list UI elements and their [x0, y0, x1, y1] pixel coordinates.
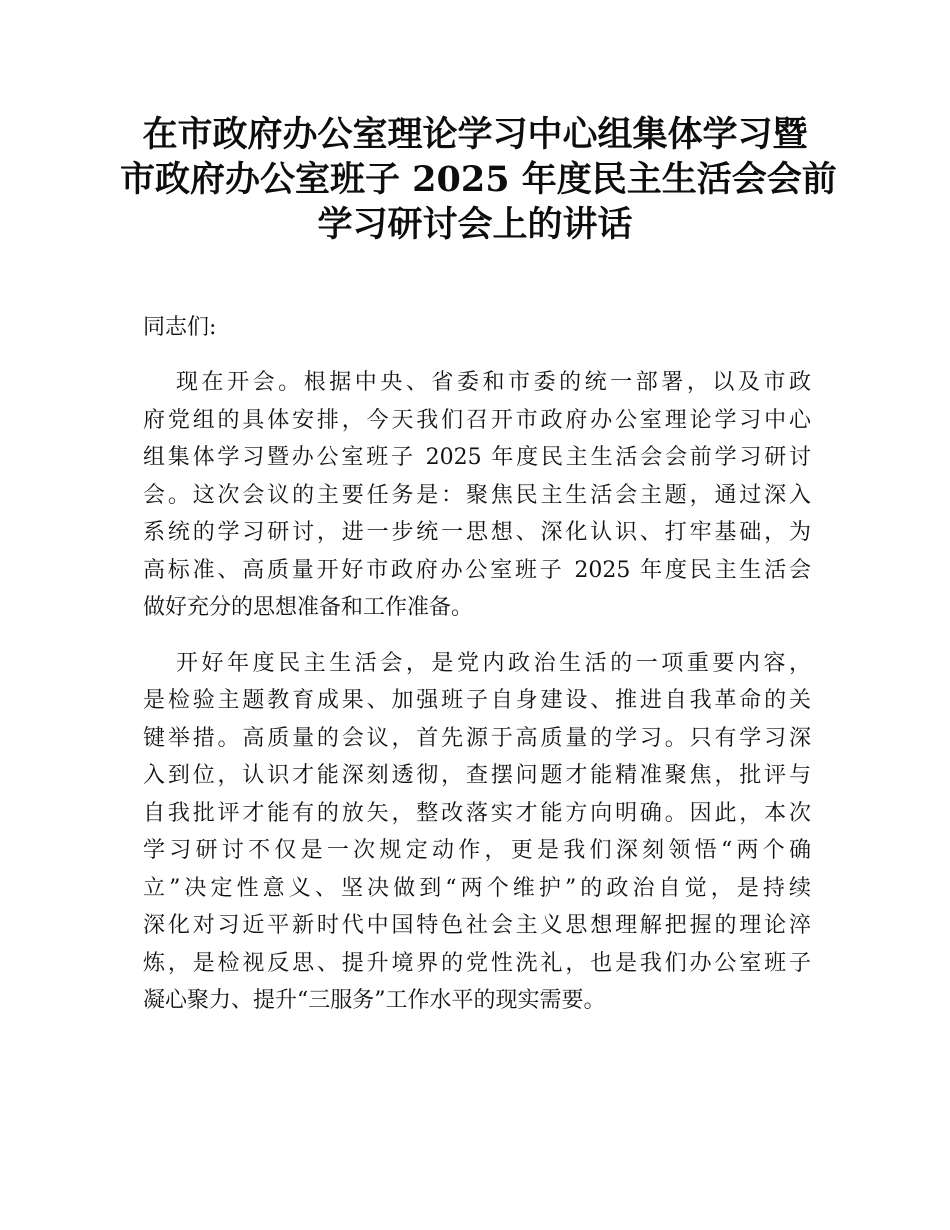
paragraph-line: 凝心聚力、提升“三服务”工作水平的现实需要。 — [143, 988, 606, 1013]
document-title — [120, 112, 837, 247]
paragraph-line: 键举措。高质量的会议，首先源于高质量的学习。只有学习深 — [143, 725, 811, 751]
paragraph-line: 做好充分的思想准备和工作准备。 — [143, 595, 474, 620]
paragraph-line: 炼，是检视反思、提升境界的党性洗礼，也是我们办公室班子 — [143, 950, 811, 976]
paragraph-line: 深化对习近平新时代中国特色社会主义思想理解把握的理论淬 — [143, 913, 811, 938]
paragraph-line: 府党组的具体安排，今天我们召开市政府办公室理论学习中心 — [143, 407, 811, 433]
title-line-3: 学习研讨会上的讲话 — [317, 204, 633, 245]
paragraph-line: 高标准、高质量开好市政府办公室班子 2025 年度民主生活会 — [143, 557, 811, 583]
paragraph-line: 是检验主题教育成果、加强班子自身建设、推进自我革命的关 — [143, 688, 811, 713]
paragraph-line: 学习研讨不仅是一次规定动作，更是我们深刻领悟“两个确 — [143, 838, 811, 863]
title-line-2: 市政府办公室班子 2025 年度民主生活会会前 — [120, 159, 837, 200]
document-body — [143, 310, 811, 1038]
paragraph-line: 入到位，认识才能深刻透彻，查摆问题才能精准聚焦，批评与 — [143, 763, 811, 788]
paragraph-line: 会。这次会议的主要任务是：聚焦民主生活会主题，通过深入 — [143, 482, 811, 508]
paragraph-line: 开好年度民主生活会，是党内政治生活的一项重要内容， — [176, 650, 811, 676]
paragraph-2 — [143, 645, 811, 1020]
paragraph-line: 系统的学习研讨，进一步统一思想、深化认识、打牢基础，为 — [143, 520, 811, 545]
salutation: 同志们: — [143, 315, 217, 340]
paragraph-line: 自我批评才能有的放矢，整改落实才能方向明确。因此，本次 — [143, 800, 811, 826]
paragraph-1 — [143, 364, 811, 627]
paragraph-line: 组集体学习暨办公室班子 2025 年度民主生活会会前学习研讨 — [143, 445, 811, 470]
paragraph-line: 现在开会。根据中央、省委和市委的统一部署，以及市政 — [176, 370, 811, 395]
title-line-1: 在市政府办公室理论学习中心组集体学习暨 — [142, 114, 808, 155]
paragraph-line: 立”决定性意义、坚决做到“两个维护”的政治自觉，是持续 — [143, 875, 811, 901]
